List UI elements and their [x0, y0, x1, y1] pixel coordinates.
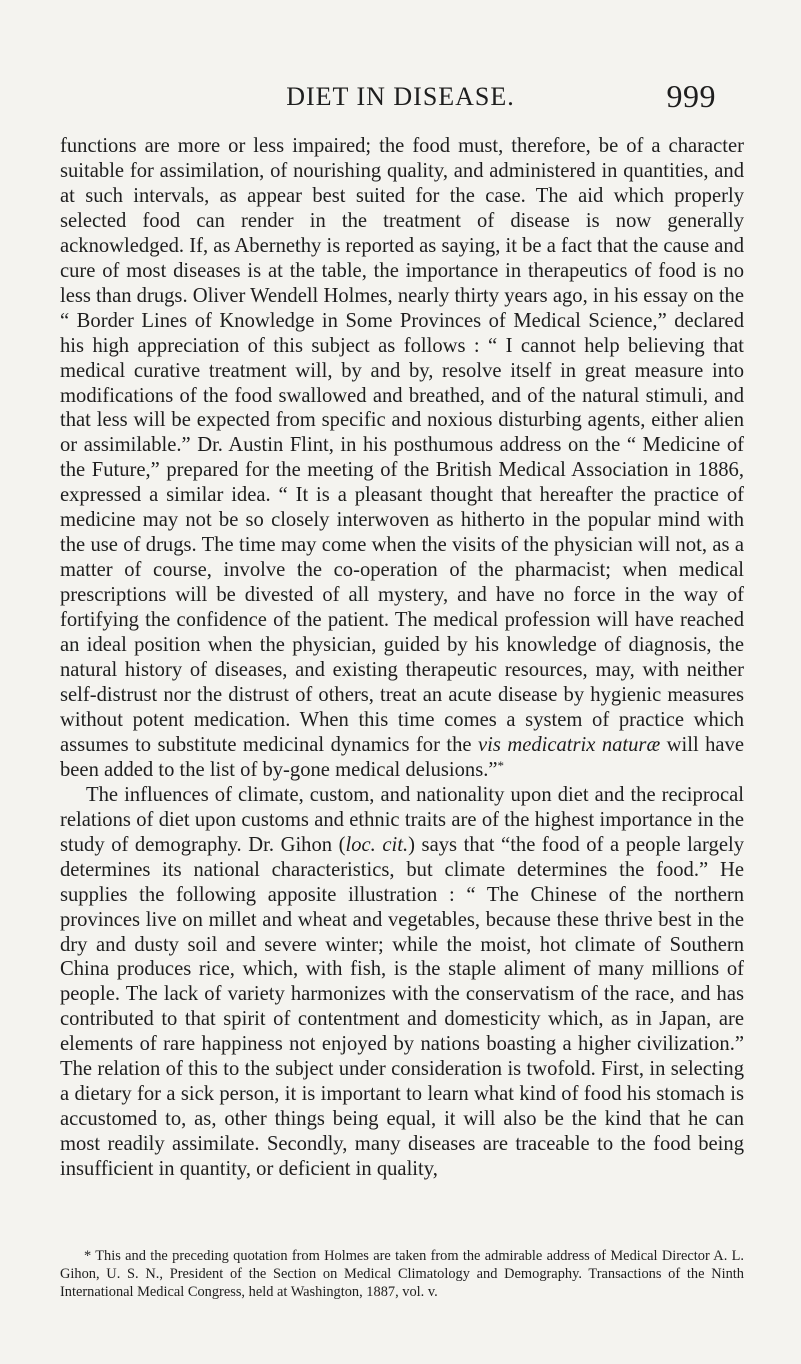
footnote: * This and the preceding quotation from Holmes are taken from the admirable address of Medical Director A. L. Gihon, U. S. N., President of the Section on Medical Climatology and Demography. Transactions of the Ninth International Medical Congress, held at Washington, 1887, vol. v.: [60, 1248, 744, 1300]
running-head: [0, 78, 801, 118]
latin-phrase-vis-medicatrix: vis medicatrix naturæ: [478, 733, 661, 756]
body-text: [60, 134, 744, 1182]
paragraph-2-text-a: The influences of climate, custom, and nationality upon diet and the reciprocal relations of diet upon customs and ethnic traits are of the highest importance in the study of demography. Dr. Gihon (: [60, 783, 744, 856]
paragraph-2: [60, 783, 744, 1182]
citation-loc-cit: loc. cit.: [345, 833, 409, 856]
paragraph-1: [60, 134, 744, 783]
paragraph-1-text-b: will have been added to the list of by-gone medical delusions.”: [60, 733, 744, 781]
running-title: DIET IN DISEASE.: [286, 82, 515, 111]
page-number: 999: [666, 78, 716, 114]
footnote-reference: *: [497, 757, 504, 773]
paragraph-2-text-b: ) says that “the food of a people largely determines its national characteristics, but climate determines the food.” He supplies the following apposite illustration : “ The Chinese of the northern provinces live on millet and wheat and vegetables, because these thrive best in the dry and dusty soil and severe winter; while the moist, hot climate of Southern China produces rice, which, with fish, is the staple aliment of many millions of people. The lack of variety harmonizes with the conservatism of the race, and has contributed to that spirit of contentment and domesticity which, as in Japan, are elements of rare happiness not enjoyed by nations boasting a higher civilization.” The relation of this to the subject under consideration is twofold. First, in selecting a dietary for a sick person, it is important to learn what kind of food his stomach is accustomed to, as, other things being equal, it will also be the kind that he can most readily assimilate. Secondly, many diseases are traceable to the food being insufficient in quantity, or deficient in quality,: [60, 833, 744, 1181]
paragraph-1-text-a: functions are more or less impaired; the food must, therefore, be of a character suitable for assimilation, of nourishing quality, and administered in quantities, and at such intervals, as appear best suited for the case. The aid which properly selected food can render in the treatment of disease is now generally acknowledged. If, as Abernethy is reported as saying, it be a fact that the cause and cure of most diseases is at the table, the importance in therapeutics of food is no less than drugs. Oliver Wendell Holmes, nearly thirty years ago, in his essay on the “ Border Lines of Knowledge in Some Provinces of Medical Science,” declared his high appreciation of this subject as follows : “ I cannot help believing that medical curative treatment will, by and by, resolve itself in great measure into modifications of the food swallowed and breathed, and of the natural stimuli, and that less will be expected from specific and noxious disturbing agents, either alien or assimilable.” Dr. Austin Flint, in his posthumous address on the “ Medicine of the Future,” prepared for the meeting of the British Medical Association in 1886, expressed a similar idea. “ It is a pleasant thought that hereafter the practice of medicine may not be so closely interwoven as hitherto in the popular mind with the use of drugs. The time may come when the visits of the physician will not, as a matter of course, involve the co-operation of the pharmacist; when medical prescriptions will be divested of all mystery, and have no force in the way of fortifying the confidence of the patient. The medical profession will have reached an ideal position when the physician, guided by his knowledge of diagnosis, the natural history of diseases, and existing therapeutic resources, may, with neither self-distrust nor the distrust of others, treat an acute disease by hygienic measures without potent medication. When this time comes a system of practice which assumes to substitute medicinal dynamics for the: [60, 135, 744, 756]
